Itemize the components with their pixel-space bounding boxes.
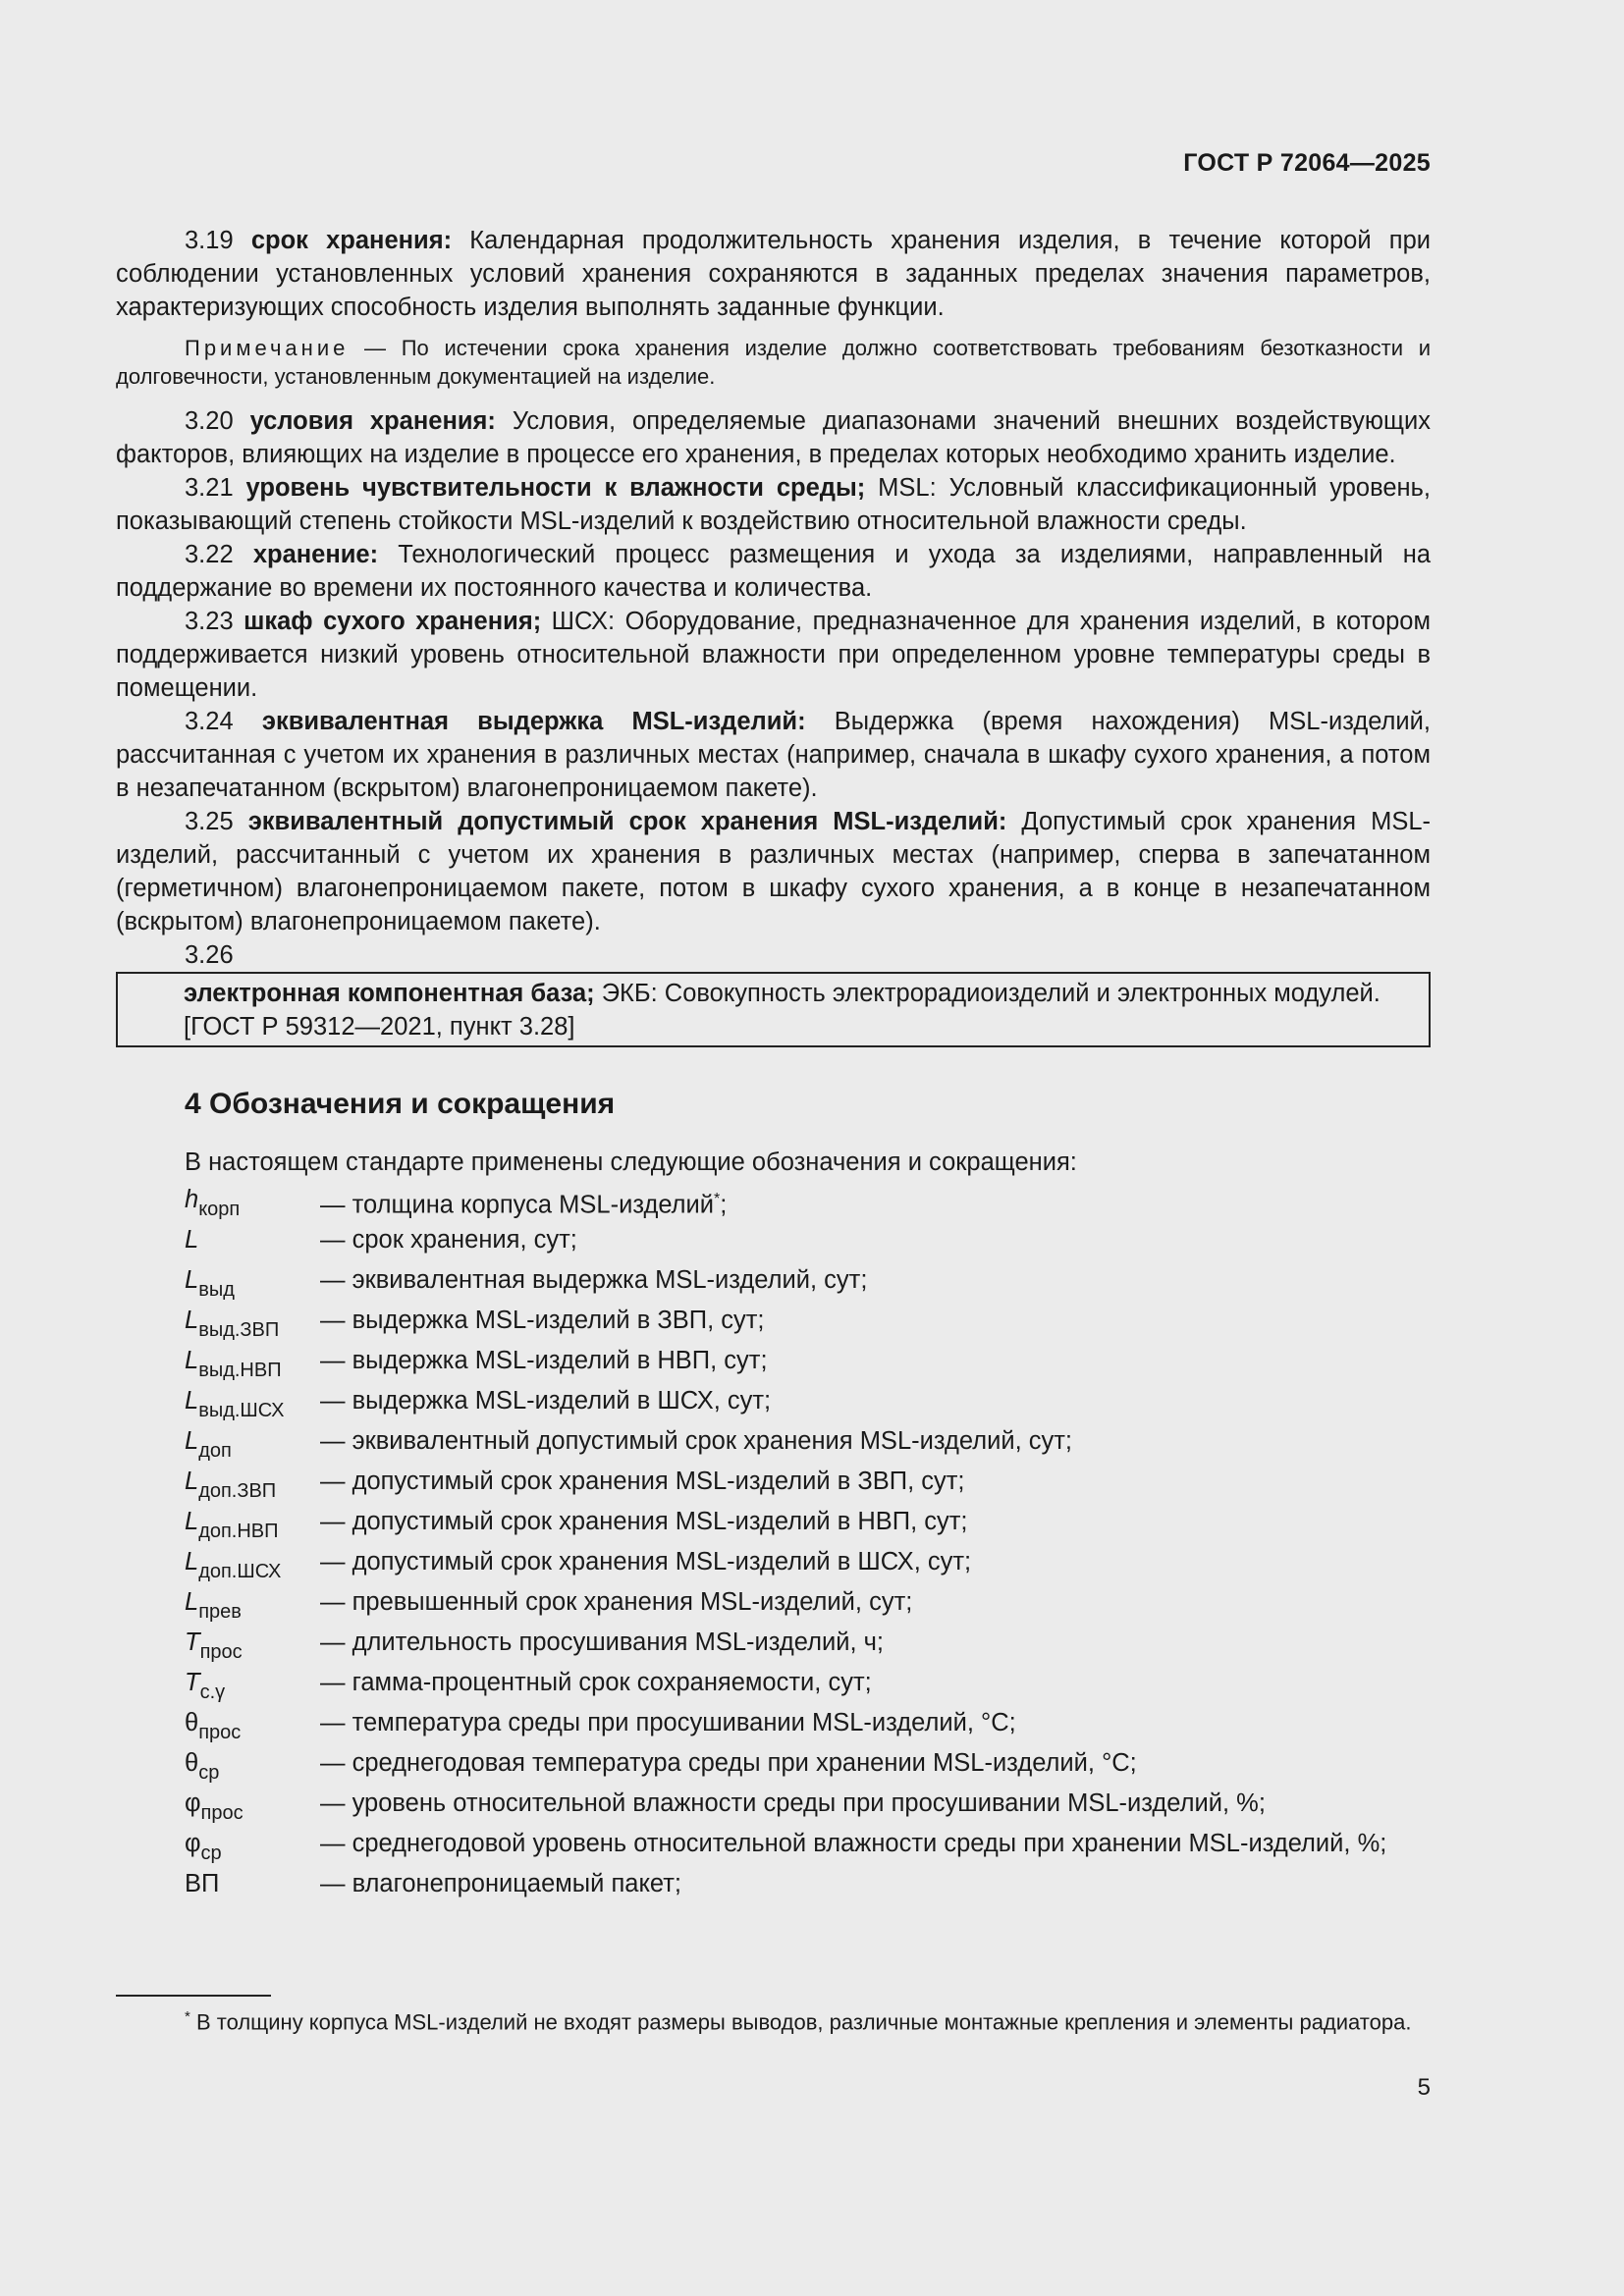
symbol <box>185 1545 320 1580</box>
symbol-description <box>320 1626 1431 1659</box>
term-3-19 <box>116 224 1431 324</box>
symbol <box>185 1344 320 1379</box>
page-number: 5 <box>1417 2074 1431 2101</box>
symbol-base: φ <box>185 1789 201 1817</box>
symbol-base: L <box>185 1347 199 1374</box>
symbol-base: T <box>185 1629 200 1656</box>
term-definition: Условия, определяемые диапазонами значений внешних воздействующих факторов, влияющих на изделие в процессе его хранения, в пределах которых необходимо хранить изделие. <box>116 407 1431 468</box>
symbol-subscript: выд <box>198 1279 235 1301</box>
symbol-description-text: — превышенный срок хранения MSL-изделий, сут; <box>320 1588 913 1616</box>
footnote-mark: * <box>185 2008 190 2025</box>
term-number: 3.23 <box>185 608 234 635</box>
symbol-description <box>320 1746 1431 1780</box>
symbol-subscript: доп <box>198 1440 232 1462</box>
symbol-description-text: — влагонепроницаемый пакет; <box>320 1870 681 1897</box>
symbol-row <box>116 1746 1431 1787</box>
symbol <box>185 1827 320 1862</box>
symbol-base: L <box>185 1427 199 1455</box>
symbol-subscript: выд.НВП <box>198 1360 282 1381</box>
term-definition: Допустимый срок хранения MSL-изделий, рассчитанный с учетом их хранения в различных местах (например, сперва в запечатанном (герметичном) влагонепроницаемом пакете, потом в шкафу сухого хранения, а в конце в незапечатанном (вскрытом) влагонепроницаемом пакете). <box>116 808 1431 935</box>
symbol-description <box>320 1827 1431 1860</box>
symbol-description-text: — уровень относительной влажности среды при просушивании MSL-изделий, %; <box>320 1789 1266 1817</box>
footnote-separator <box>116 1995 271 1997</box>
symbol <box>185 1505 320 1540</box>
symbol <box>185 1746 320 1782</box>
term-number: 3.25 <box>185 808 234 835</box>
symbol-base: L <box>185 1266 199 1294</box>
symbol-description-text: — толщина корпуса MSL-изделий <box>320 1191 715 1219</box>
symbol-row <box>116 1827 1431 1867</box>
term-title: эквивалентная выдержка MSL-изделий: <box>261 708 806 735</box>
symbol <box>185 1465 320 1500</box>
symbol-row <box>116 1465 1431 1505</box>
symbol-subscript: прос <box>199 1641 243 1663</box>
term-3-22 <box>116 538 1431 605</box>
symbol-subscript: доп.НВП <box>198 1521 279 1542</box>
term-number: 3.19 <box>185 227 234 254</box>
symbol-row <box>116 1424 1431 1465</box>
source-reference: [ГОСТ Р 59312—2021, пункт 3.28] <box>184 1013 575 1041</box>
symbol-description-text: — среднегодовая температура среды при хранении MSL-изделий, °С; <box>320 1749 1137 1777</box>
term-3-21 <box>116 471 1431 538</box>
term-definition: Календарная продолжительность хранения изделия, в течение которой при соблюдении установленных условий хранения сохраняются в заданных пределах значения параметров, характеризующих способность изделия выполнять заданные функции. <box>116 227 1431 321</box>
symbol-base: L <box>185 1307 199 1334</box>
term-title: срок хранения: <box>250 227 453 254</box>
symbol-base: L <box>185 1548 199 1575</box>
symbol-description <box>320 1585 1431 1619</box>
symbol-row <box>116 1344 1431 1384</box>
symbol-description-text: — срок хранения, сут; <box>320 1226 577 1254</box>
symbol-row <box>116 1384 1431 1424</box>
symbol-subscript: выд.ШСХ <box>198 1400 285 1421</box>
symbol-description-text: — гамма-процентный срок сохраняемости, сут; <box>320 1669 872 1696</box>
symbol <box>185 1384 320 1419</box>
term-3-20 <box>116 404 1431 471</box>
symbol-description <box>320 1223 1431 1256</box>
section-heading: 4 Обозначения и сокращения <box>185 1088 616 1120</box>
symbol-description <box>320 1787 1431 1820</box>
symbol-subscript: прос <box>200 1802 244 1824</box>
symbol <box>185 1626 320 1661</box>
symbol-row <box>116 1545 1431 1585</box>
term-number: 3.20 <box>185 407 234 435</box>
symbol-base: L <box>185 1588 199 1616</box>
term-number: 3.24 <box>185 708 234 735</box>
symbol <box>185 1867 320 1900</box>
term-3-26-number: 3.26 <box>185 941 234 969</box>
symbol-description-text: — выдержка MSL-изделий в НВП, сут; <box>320 1347 768 1374</box>
symbol-base: L <box>185 1226 199 1254</box>
symbol-description <box>320 1666 1431 1699</box>
symbol <box>185 1706 320 1741</box>
symbol-description <box>320 1706 1431 1739</box>
symbol-subscript: корп <box>198 1199 241 1220</box>
term-definition: ШСХ: Оборудование, предназначенное для хранения изделий, в котором поддерживается низкий уровень относительной влажности при определенном уровне температуры среды в помещении. <box>116 608 1431 702</box>
term-definition: Технологический процесс размещения и ухода за изделиями, направленный на поддержание во времени их постоянного качества и количества. <box>116 541 1431 602</box>
symbol-subscript: доп.ЗВП <box>198 1480 277 1502</box>
term-3-26 <box>130 977 1417 1010</box>
symbol-base: L <box>185 1468 199 1495</box>
term-3-24 <box>116 705 1431 805</box>
symbol <box>185 1183 320 1218</box>
footnote <box>116 2002 1431 2037</box>
symbol-description-text: — допустимый срок хранения MSL-изделий в НВП, сут; <box>320 1508 968 1535</box>
symbol-base: θ <box>185 1709 199 1736</box>
page-content <box>116 224 1431 1907</box>
symbol-row <box>116 1223 1431 1263</box>
document-id-header: ГОСТ Р 72064—2025 <box>1183 149 1431 177</box>
symbol-base: φ <box>185 1830 201 1857</box>
symbol-base: θ <box>185 1749 199 1777</box>
symbol-subscript: прев <box>198 1601 242 1623</box>
symbol-description-text: — выдержка MSL-изделий в ШСХ, сут; <box>320 1387 772 1415</box>
symbol-row <box>116 1263 1431 1304</box>
symbol-base: L <box>185 1387 199 1415</box>
symbol-subscript: ср <box>200 1842 222 1864</box>
symbol-description <box>320 1183 1431 1222</box>
symbol-base: ВП <box>185 1870 220 1897</box>
term-definition: MSL: Условный классификационный уровень, показывающий степень стойкости MSL-изделий к воздействию относительной влажности среды. <box>116 474 1432 535</box>
symbol-subscript: с.γ <box>199 1682 226 1703</box>
symbol-row <box>116 1787 1431 1827</box>
symbol <box>185 1666 320 1701</box>
symbol-description-text: — допустимый срок хранения MSL-изделий в ШСХ, сут; <box>320 1548 972 1575</box>
symbol-base: T <box>185 1669 200 1696</box>
term-3-25 <box>116 805 1431 938</box>
symbol <box>185 1263 320 1299</box>
term-title: условия хранения: <box>249 407 496 435</box>
symbol-row <box>116 1666 1431 1706</box>
symbol-description <box>320 1867 1431 1900</box>
section-intro: В настоящем стандарте применены следующие обозначения и сокращения: <box>185 1148 1077 1176</box>
symbol-row <box>116 1183 1431 1223</box>
symbol-description <box>320 1465 1431 1498</box>
symbol-row <box>116 1867 1431 1907</box>
symbol-description <box>320 1424 1431 1458</box>
term-title: уровень чувствительности к влажности среды; <box>245 474 866 502</box>
symbol-description <box>320 1304 1431 1337</box>
symbol-description-text: — допустимый срок хранения MSL-изделий в ЗВП, сут; <box>320 1468 965 1495</box>
term-definition: ЭКБ: Совокупность электрорадиоизделий и электронных модулей. <box>594 980 1380 1007</box>
symbol <box>185 1304 320 1339</box>
term-title: электронная компонентная база; <box>184 980 595 1007</box>
symbol-description-text: — среднегодовой уровень относительной влажности среды при хранении MSL-изделий, %; <box>320 1830 1387 1857</box>
footnote-text: В толщину корпуса MSL-изделий не входят размеры выводов, различные монтажные крепления и элементы радиатора. <box>189 2009 1412 2035</box>
term-number: 3.21 <box>185 474 234 502</box>
footnote-reference-mark: * <box>714 1191 721 1207</box>
symbol-base: h <box>185 1186 199 1213</box>
term-title: шкаф сухого хранения; <box>244 608 542 635</box>
symbol-row <box>116 1706 1431 1746</box>
term-3-23 <box>116 605 1431 705</box>
term-title: эквивалентный допустимый срок хранения MSL-изделий: <box>247 808 1007 835</box>
quoted-definition-box <box>116 972 1431 1047</box>
symbol-description <box>320 1384 1431 1417</box>
symbol-row <box>116 1585 1431 1626</box>
note-text: — По истечении срока хранения изделие должно соответствовать требованиям безотказности и долговечности, установленным документацией на изделие. <box>116 336 1431 389</box>
symbol-description <box>320 1545 1431 1578</box>
symbol-row <box>116 1304 1431 1344</box>
symbol-description-text: — температура среды при просушивании MSL-изделий, °С; <box>320 1709 1016 1736</box>
symbol-description-text: — эквивалентная выдержка MSL-изделий, сут; <box>320 1266 868 1294</box>
symbol <box>185 1223 320 1256</box>
symbol-subscript: ср <box>198 1762 220 1784</box>
symbol-subscript: прос <box>198 1722 242 1743</box>
symbol <box>185 1585 320 1621</box>
symbol-description <box>320 1344 1431 1377</box>
term-title: хранение: <box>252 541 379 568</box>
symbol-subscript: выд.ЗВП <box>198 1319 280 1341</box>
term-definition: Выдержка (время нахождения) MSL-изделий, рассчитанная с учетом их хранения в различных местах (например, сначала в шкафу сухого хранения, а потом в незапечатанном (вскрытом) влагонепроницаемом пакете). <box>116 708 1432 802</box>
symbol-description-text: — длительность просушивания MSL-изделий, ч; <box>320 1629 884 1656</box>
note-label: Примечание <box>185 336 350 360</box>
symbol-description-text: — выдержка MSL-изделий в ЗВП, сут; <box>320 1307 765 1334</box>
symbol-description <box>320 1263 1431 1297</box>
symbol-description-text: — эквивалентный допустимый срок хранения MSL-изделий, сут; <box>320 1427 1073 1455</box>
symbol-description-tail: ; <box>720 1191 728 1219</box>
term-number: 3.22 <box>185 541 234 568</box>
symbols-list <box>116 1183 1431 1907</box>
symbol-row <box>116 1505 1431 1545</box>
symbol <box>185 1787 320 1822</box>
symbol-base: L <box>185 1508 199 1535</box>
symbol-description <box>320 1505 1431 1538</box>
symbol-subscript: доп.ШСХ <box>198 1561 282 1582</box>
symbol-row <box>116 1626 1431 1666</box>
note-paragraph <box>116 334 1431 391</box>
symbol <box>185 1424 320 1460</box>
